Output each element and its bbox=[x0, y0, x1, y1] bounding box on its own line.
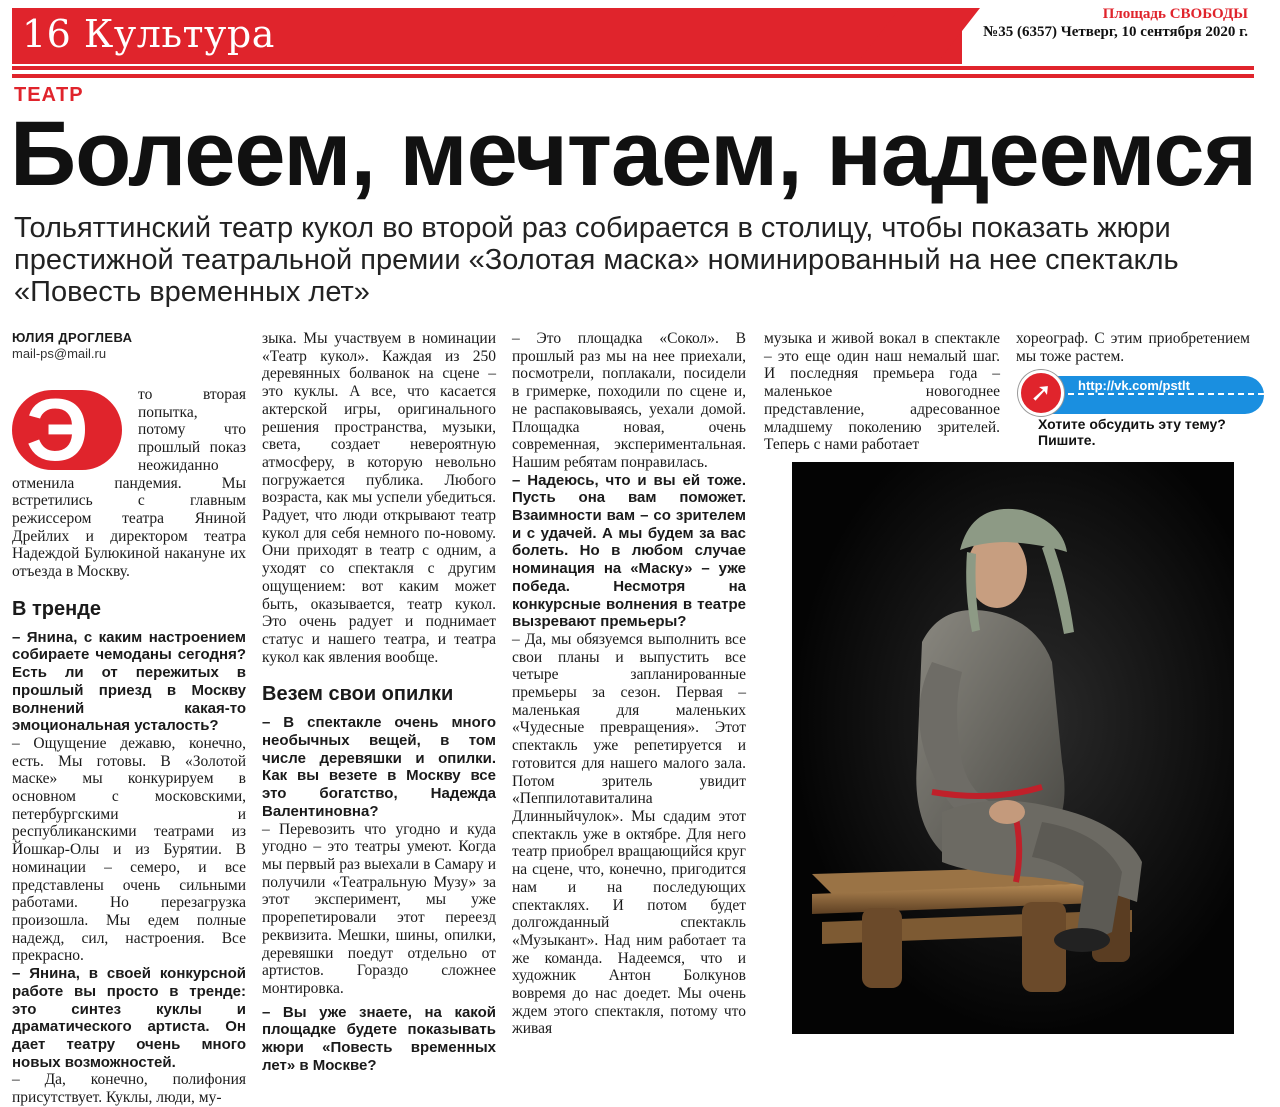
section-title: 16 Культура bbox=[22, 12, 275, 56]
answer-5-cont: музыка и живой вокал в спектакле – это еще один наш немалый шаг. И последняя премьера года – маленькое новогоднее представление, адресованное младшему поколению зрителей. Теперь с нами работает bbox=[764, 330, 1000, 454]
header-rule bbox=[12, 74, 1254, 78]
answer-4: – Это площадка «Сокол». В прошлый раз мы на нее приехали, посмотрели, поплакали, посидели в гримерке, походили по сцене и, не распаковываясь, уехали домой. Площадка новая, очень современная, экспериментальная. Нашим ребятам понравилась. bbox=[512, 330, 746, 471]
social-cta: Хотите обсудить эту тему? Пишите. bbox=[1038, 416, 1226, 448]
social-link[interactable]: http://vk.com/pstlt bbox=[1074, 378, 1194, 393]
question-4: – Вы уже знаете, на какой площадке будете показывать жюри «Повесть временных лет» в Москве? bbox=[262, 1003, 496, 1074]
column-3 bbox=[512, 330, 746, 1038]
answer-5-start: – Да, мы обязуемся выполнить все свои планы и выпустить все четыре запланированные премьеры за сезон. Первая – маленькая для маленьких «Чудесные превращения». Этот спектакль уже репетируется и готовится для нашего малого зала. Потом зритель увидит «Пеппилотавиталина Длинныйчулок». Мы сдадим этот спектакль уже в октябре. Для него театр приобрел вращающийся круг на сцене, что, конечно, пригодится нам и на последующих спектаклях. И потом будет долгожданный спектакль «Музыкант». Над ним работает та же команда. Надеемся, что и художник Антон Болкунов вовремя до нас доедет. Мы очень ждем этого спектакля, потому что живая bbox=[512, 630, 746, 1038]
question-1: – Янина, с каким настроением собираете чемоданы сегодня? Есть ли от пережитых в прошлый приезд в Москву волнений какая-то эмоциональная усталость? bbox=[12, 628, 246, 735]
newspaper-name: Площадь СВОБОДЫ bbox=[1102, 6, 1248, 22]
author-email: mail-ps@mail.ru bbox=[12, 346, 107, 361]
answer-5-end: хореограф. С этим приобретением мы тоже растем. bbox=[1016, 330, 1250, 365]
subheading-sawdust: Везем свои опилки bbox=[262, 683, 454, 706]
answer-2-start: – Да, конечно, полифония присутствует. Куклы, люди, му- bbox=[12, 1071, 246, 1107]
answer-3: – Перевозить что угодно и куда угодно – это театры умеют. Когда мы первый раз выехали в Самару и получили «Театральную Музу» за этот эксперимент, мы уже прорепетировали этот переезд реквизита. Мешки, шины, опилки, деревяшки поедут отдельно от артистов. Гораздо сложнее монтировка. bbox=[262, 820, 496, 997]
subheading-trend: В тренде bbox=[12, 597, 102, 620]
page-header bbox=[0, 0, 1280, 82]
question-5: – Надеюсь, что и вы ей тоже. Пусть она вам поможет. Взаимности вам – со зрителем и с удачей. А мы будем за вас болеть. Но в любом случае номинация на «Маску» – уже победа. Несмотря на конкурсные волнения в театре вызревают премьеры? bbox=[512, 471, 746, 631]
performance-photo bbox=[792, 462, 1234, 1034]
answer-2-cont: зыка. Мы участвуем в номинации «Театр кукол». Каждая из 250 деревянных болванок на сцене – это куклы. А все, что касается актерской игры, оригинального решения пространства, музыки, света, создает невероятную атмосферу, в которую невольно погружается публика. Любого возраста, как мы успели убедиться. Радует, что люди открывают театр кукол для себя немного по-новому. Они приходят в театр с одним, а уходят со спектакля с другим ощущением: вот каким может быть, оказывается, театр кукол. Это очень радует и поднимает статус и нашего театра, и театра кукол как явления вообще. bbox=[262, 330, 496, 666]
author-name: ЮЛИЯ ДРОГЛЕВА bbox=[12, 330, 133, 345]
arrow-icon: ➚ bbox=[1030, 378, 1052, 408]
question-2: – Янина, в своей конкурсной работе вы просто в тренде: это синтез куклы и драматического артиста. Он дает театру очень много новых возможностей. bbox=[12, 965, 246, 1071]
rubric: ТЕАТР bbox=[14, 84, 84, 106]
column-1 bbox=[12, 330, 246, 1107]
answer-1: – Ощущение дежавю, конечно, есть. Мы готовы. В «Золотой маске» мы конкурируем в основном с московскими, петербургскими и республиканскими театрами из Йошкар-Олы и из Бурятии. В номинации – семеро, и все представлены очень сильными работами. Но перезагрузка произошла. Мы едем полные надежд, сил, настроения. Все прекрасно. bbox=[12, 734, 246, 965]
column-2 bbox=[262, 330, 496, 1074]
header-rule bbox=[12, 66, 1254, 70]
question-3: – В спектакле очень много необычных вещей, в том числе деревяшки и опилки. Как вы везете в Москву все это богатство, Надежда Валентиновна? bbox=[262, 714, 496, 820]
column-5 bbox=[1016, 330, 1250, 365]
intro-block bbox=[12, 380, 246, 581]
column-4 bbox=[764, 330, 1000, 454]
issue-info: №35 (6357) Четверг, 10 сентября 2020 г. bbox=[983, 24, 1248, 40]
social-circle bbox=[1018, 370, 1064, 416]
dropcap bbox=[12, 380, 130, 479]
social-badge bbox=[1016, 366, 1264, 452]
actor-photo-illustration bbox=[792, 462, 1234, 1034]
lead-paragraph: Тольяттинский театр кукол во второй раз собирается в столицу, чтобы показать жюри престижной театральной премии «Золотая маска» номинированный на нее спектакль «Повесть временных лет» bbox=[14, 212, 1179, 308]
headline: Болеем, мечтаем, надеемся bbox=[10, 103, 1257, 205]
intro-text: то вторая попытка, потому что прошлый показ неожиданно отменила пандемия. Мы встретились с главным режиссером театра Яниной Дрейлих и директором театра Надеждой Булюкиной накануне их отъезда в Москву. bbox=[12, 386, 246, 581]
dropcap-letter: Э bbox=[26, 380, 89, 479]
